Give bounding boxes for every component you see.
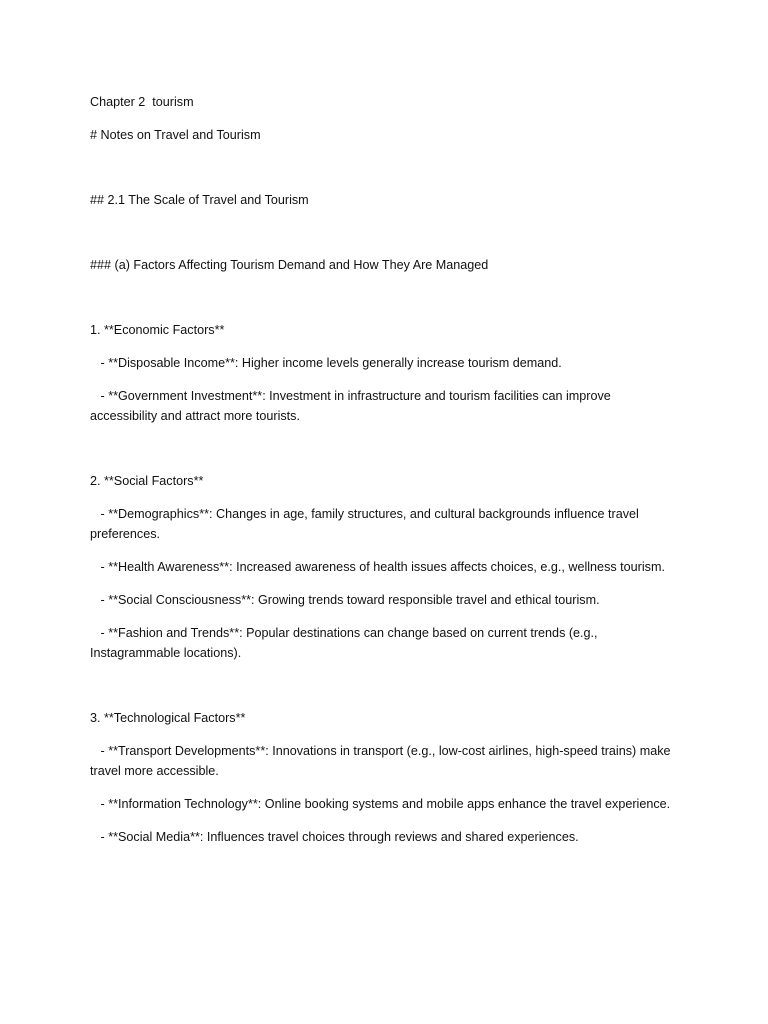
factor-item: - **Government Investment**: Investment in infrastructure and tourism facilities can improve accessibility and attract more tourists.: [90, 389, 615, 423]
factor-item: - **Demographics**: Changes in age, family structures, and cultural backgrounds influence travel preferences.: [90, 507, 643, 541]
factor-item: - **Social Consciousness**: Growing trends toward responsible travel and ethical tourism.: [90, 593, 600, 607]
factor-heading: 2. **Social Factors**: [90, 474, 204, 488]
factor-item: - **Transport Developments**: Innovations in transport (e.g., low-cost airlines, high-speed trains) make travel more accessible.: [90, 744, 675, 778]
section-heading: ## 2.1 The Scale of Travel and Tourism: [90, 193, 309, 207]
factor-heading: 1. **Economic Factors**: [90, 323, 225, 337]
factor-item: - **Fashion and Trends**: Popular destinations can change based on current trends (e.g., Instagrammable locations).: [90, 626, 602, 660]
factor-item: - **Health Awareness**: Increased awareness of health issues affects choices, e.g., wellness tourism.: [90, 560, 665, 574]
subsection-heading: ### (a) Factors Affecting Tourism Demand and How They Are Managed: [90, 258, 489, 272]
document-page: [90, 92, 680, 847]
factor-item: - **Disposable Income**: Higher income levels generally increase tourism demand.: [90, 356, 562, 370]
factor-item: - **Social Media**: Influences travel choices through reviews and shared experiences.: [90, 830, 579, 844]
factor-item: - **Information Technology**: Online booking systems and mobile apps enhance the travel experience.: [90, 797, 671, 811]
document-title: # Notes on Travel and Tourism: [90, 128, 261, 142]
chapter-heading: Chapter 2 tourism: [90, 95, 194, 109]
factor-heading: 3. **Technological Factors**: [90, 711, 246, 725]
